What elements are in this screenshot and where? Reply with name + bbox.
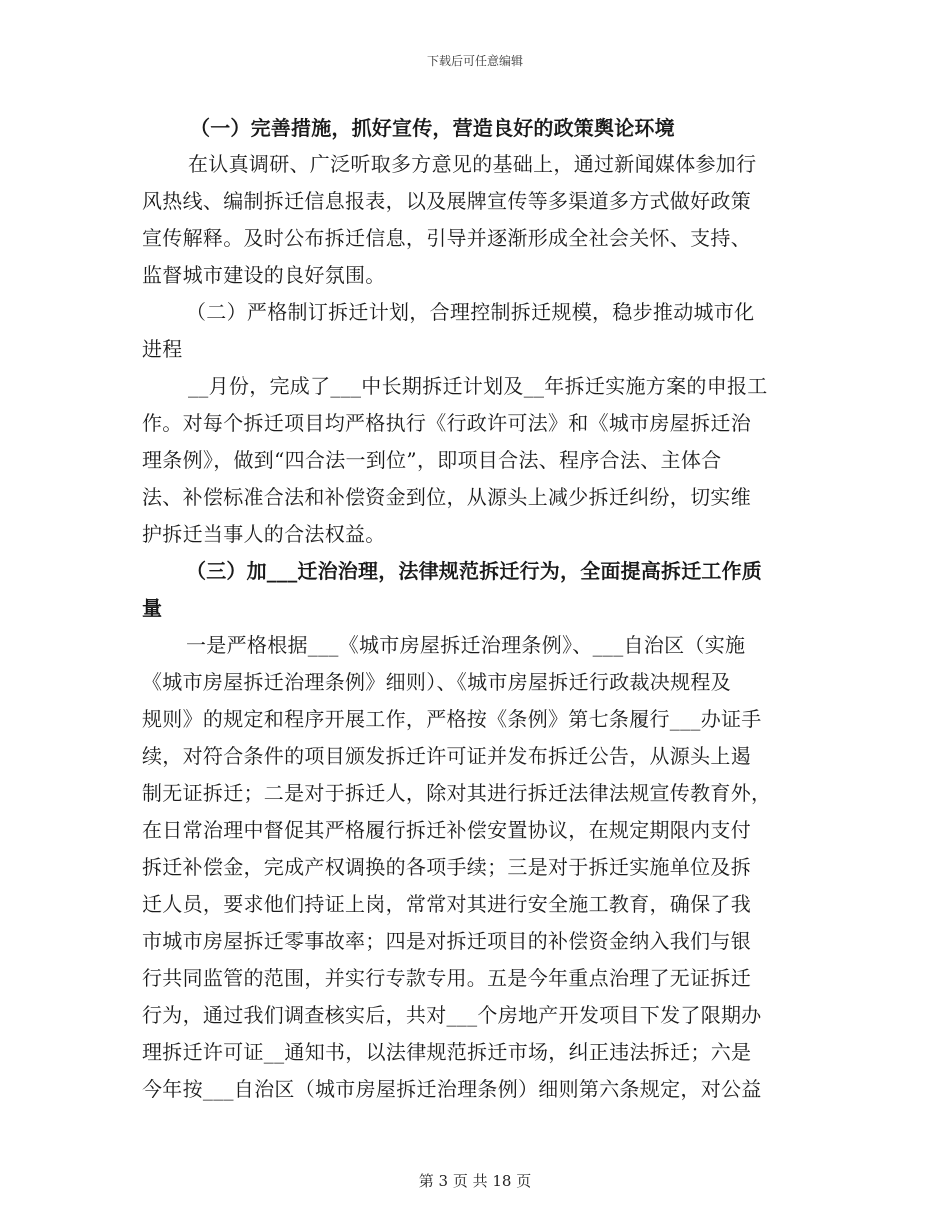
paragraph-line: 风热线、编制拆迁信息报表，以及展牌宣传等多渠道多方式做好政策 [142,189,751,213]
paragraph-line: 续，对符合条件的项目颁发拆迁许可证并发布拆迁公告，从源头上遏 [142,744,751,768]
paragraph-line: 理拆迁许可证__通知书，以法律规范拆迁市场，纠正违法拆迁；六是 [142,1040,752,1064]
paragraph-line: 今年按___自治区（城市房屋拆迁治理条例）细则第六条规定，对公益 [142,1077,762,1101]
paragraph-line: 迁人员，要求他们持证上岗，常常对其进行安全施工教育，确保了我 [142,892,751,916]
paragraph-line: 在认真调研、广泛听取多方意见的基础上，通过新闻媒体参加行 [188,152,757,176]
paragraph-line: 护拆迁当事人的合法权益。 [142,522,386,546]
header-note: 下载后可任意编辑 [426,54,523,68]
paragraph-line: 行为，通过我们调查核实后，共对___个房地产开发项目下发了限期办 [142,1003,762,1027]
section-heading-3: （三）加___迁治治理，法律规范拆迁行为，全面提高拆迁工作质 [186,559,762,583]
paragraph-line: 监督城市建设的良好氛围。 [142,263,386,287]
section-heading-1: （一）完善措施，抓好宣传，营造良好的政策舆论环境 [190,116,675,140]
paragraph-line: __月份，完成了___中长期拆迁计划及__年拆迁实施方案的申报工 [188,374,768,398]
paragraph-line: 理条例》，做到“四合法一到位”，即项目合法、程序合法、主体合 [142,448,722,472]
paragraph-line: 作。对每个拆迁项目均严格执行《行政许可法》和《城市房屋拆迁治 [142,411,751,435]
paragraph-line: 法、补偿标准合法和补偿资金到位，从源头上减少拆迁纠纷，切实维 [142,485,751,509]
paragraph-line: 行共同监管的范围，并实行专款专用。五是今年重点治理了无证拆迁 [142,966,751,990]
section-heading-2-continued: 进程 [142,337,183,361]
paragraph-line: 《城市房屋拆迁治理条例》细则）、《城市房屋拆迁行政裁决规程及 [142,670,731,694]
paragraph-line: 拆迁补偿金，完成产权调换的各项手续；三是对于拆迁实施单位及拆 [142,855,751,879]
paragraph-line: 市城市房屋拆迁零事故率；四是对拆迁项目的补偿资金纳入我们与银 [142,929,751,953]
section-heading-3-continued: 量 [142,596,163,620]
paragraph-line: 一是严格根据___《城市房屋拆迁治理条例》、___自治区（实施 [186,633,746,657]
paragraph-line: 制无证拆迁；二是对于拆迁人，除对其进行拆迁法律法规宣传教育外， [142,781,772,805]
paragraph-line: 宣传解释。及时公布拆迁信息，引导并逐渐形成全社会关怀、支持、 [142,226,751,250]
paragraph-line: 在日常治理中督促其严格履行拆迁补偿安置协议，在规定期限内支付 [142,818,751,842]
page-number: 第 3 页 共 18 页 [418,1172,532,1190]
paragraph-line: 规则》的规定和程序开展工作，严格按《条例》第七条履行___办证手 [142,707,762,731]
section-heading-2: （二）严格制订拆迁计划，合理控制拆迁规模，稳步推动城市化 [186,300,755,324]
